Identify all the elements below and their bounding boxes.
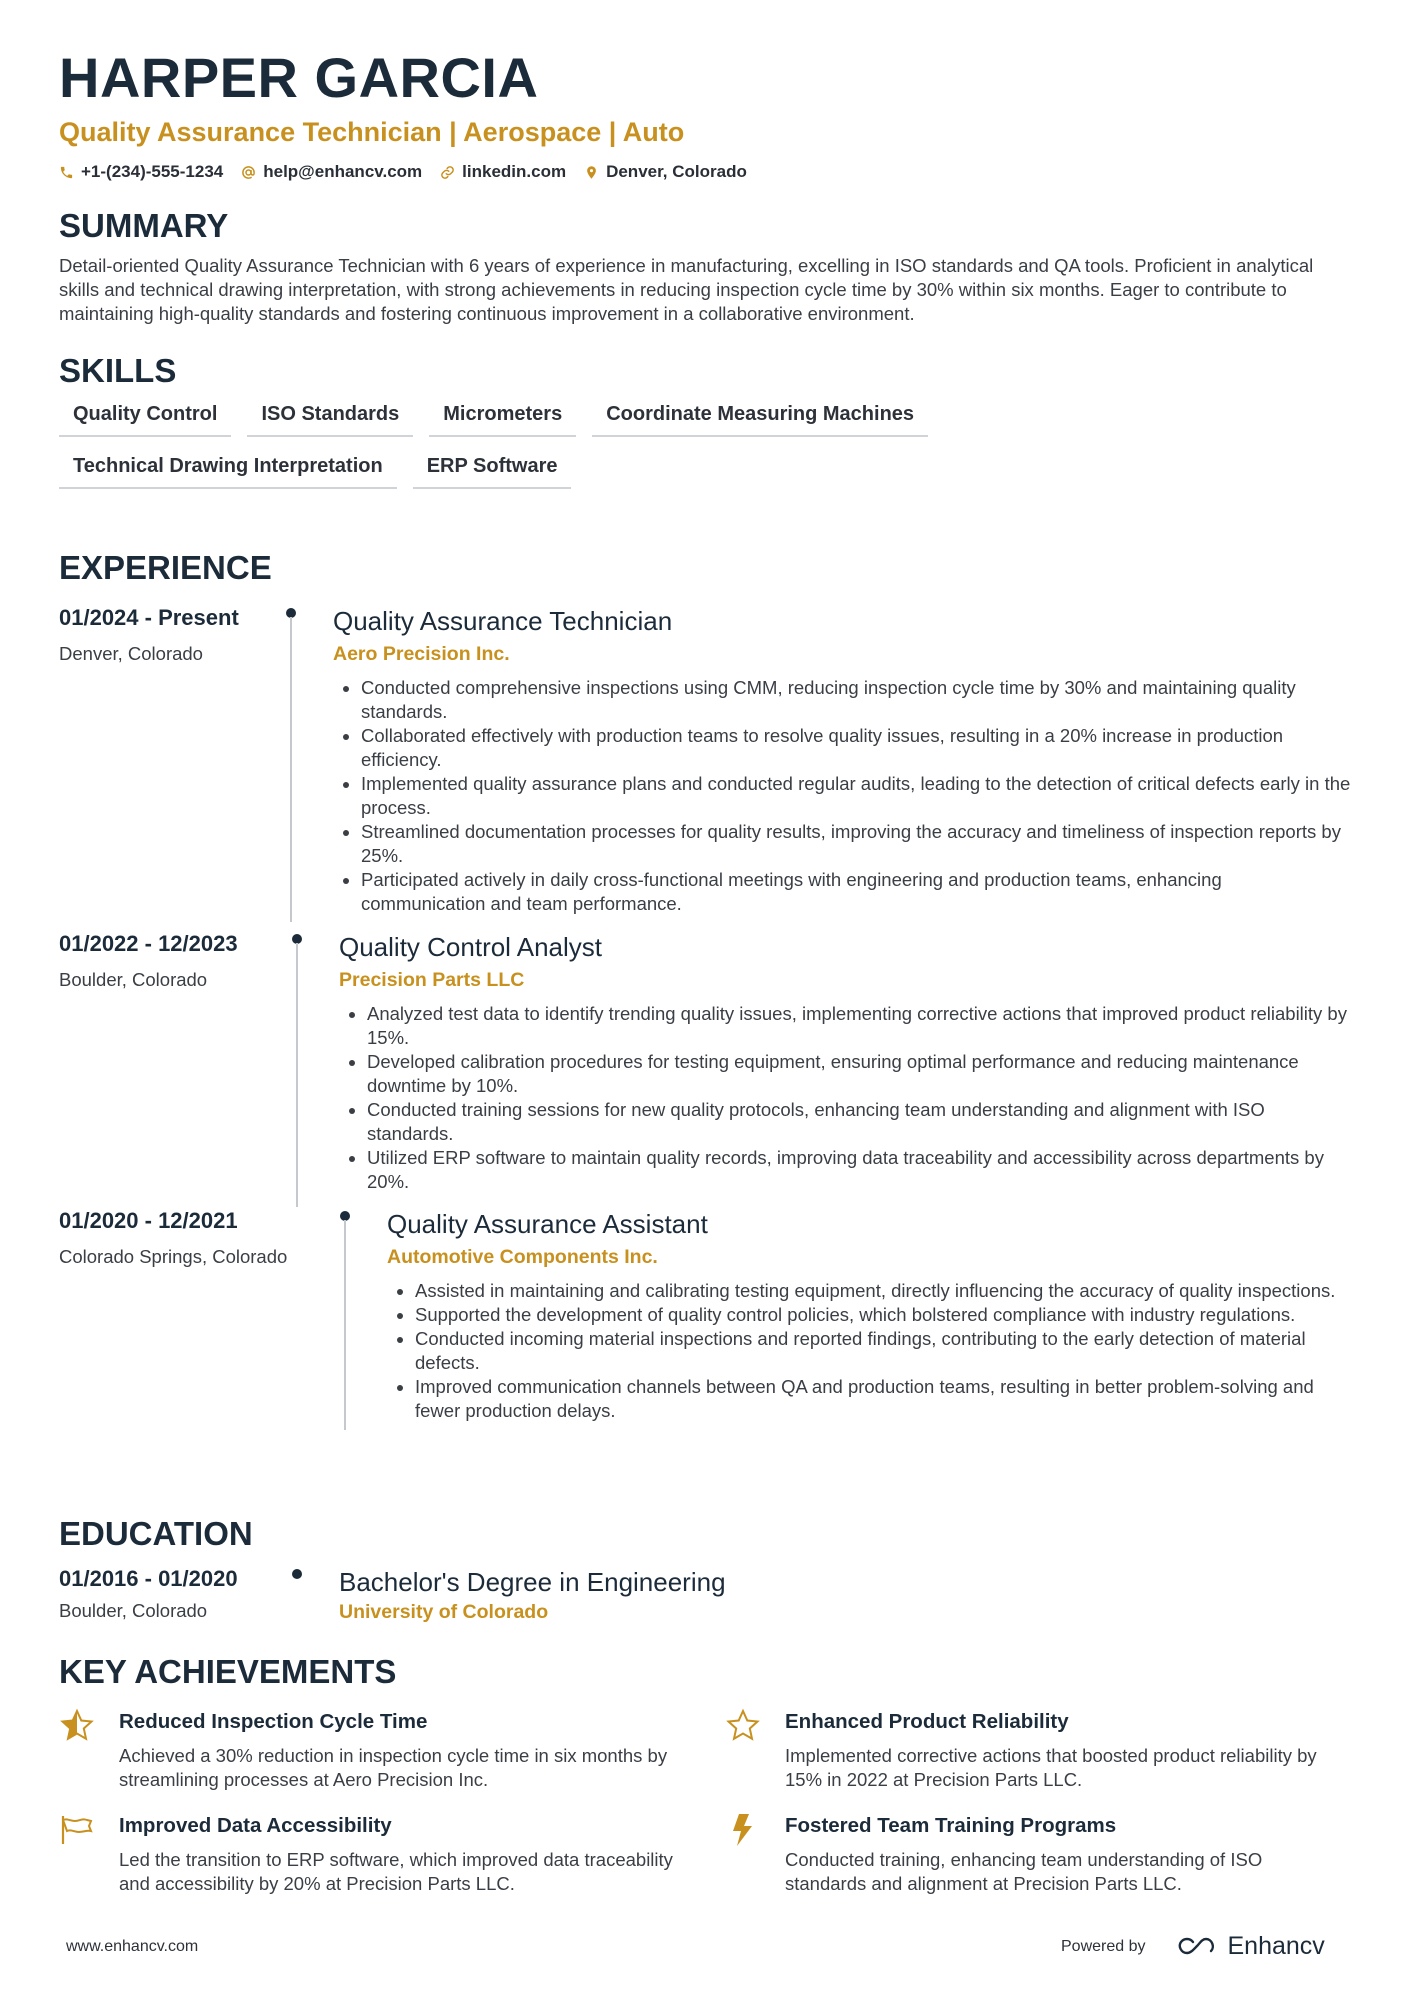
job-bullet: • Implemented quality assurance plans and conducted regular audits, leading to the detection of critical defects early in the process.	[361, 772, 1351, 820]
brand-name: Enhancv	[1227, 1932, 1325, 1960]
job-body	[339, 931, 1351, 1194]
lightning-icon	[725, 1812, 761, 1848]
skill-tag: Quality Control	[59, 399, 231, 437]
job-location: Colorado Springs, Colorado	[59, 1246, 288, 1267]
skill-row	[59, 399, 1351, 437]
education-section	[59, 1514, 1351, 1623]
skill-tag: ERP Software	[413, 451, 572, 489]
job-company: Automotive Components Inc.	[387, 1246, 658, 1268]
job-bullet: • Analyzed test data to identify trending quality issues, implementing corrective actions that improved product reliability by 15%.	[367, 1002, 1351, 1050]
job-body	[387, 1208, 1351, 1423]
achievement-title: Enhanced Product Reliability	[785, 1710, 1069, 1733]
job-bullet: • Streamlined documentation processes for quality results, improving the accuracy and timeliness of inspection reports by 25%.	[361, 820, 1351, 868]
skill-row	[59, 451, 1351, 489]
achievement-desc: Conducted training, enhancing team understanding of ISO standards and alignment at Precision Parts LLC.	[785, 1849, 1263, 1894]
at-icon	[241, 165, 256, 180]
job-bullet: • Conducted comprehensive inspections using CMM, reducing inspection cycle time by 30% and maintaining quality standards.	[361, 676, 1351, 724]
summary-section	[59, 206, 1351, 326]
experience-entry	[59, 931, 1351, 1201]
job-dates: 01/2020 - 12/2021	[59, 1208, 238, 1233]
education-degree: Bachelor's Degree in Engineering	[339, 1567, 726, 1597]
link-icon	[440, 165, 455, 180]
contact-linkedin[interactable]	[440, 162, 566, 182]
contact-email[interactable]	[241, 162, 422, 182]
skills-heading: SKILLS	[59, 352, 177, 389]
job-bullet: • Improved communication channels between QA and production teams, resulting in better problem-solving and fewer production delays.	[415, 1375, 1351, 1423]
job-role: Quality Assurance Assistant	[387, 1209, 708, 1239]
education-entry	[59, 1566, 1351, 1636]
job-bullets	[333, 676, 1351, 916]
job-bullet: • Developed calibration procedures for testing equipment, ensuring optimal performance and reducing maintenance downtime by 10%.	[367, 1050, 1351, 1098]
job-role: Quality Control Analyst	[339, 932, 603, 962]
powered-by-label: Powered by	[1061, 1937, 1146, 1955]
job-bullet: • Assisted in maintaining and calibrating testing equipment, directly influencing the accuracy of quality inspections.	[415, 1279, 1351, 1303]
job-bullet: • Collaborated effectively with production teams to resolve quality issues, resulting in a 20% increase in production efficiency.	[361, 724, 1351, 772]
job-company: Precision Parts LLC	[339, 969, 525, 991]
experience-entry	[59, 605, 1351, 925]
experience-heading: EXPERIENCE	[59, 549, 272, 586]
resume-page	[59, 44, 1351, 1894]
job-bullet: • Utilized ERP software to maintain quality records, improving data traceability and accessibility across departments by 20%.	[367, 1146, 1351, 1194]
skill-tag: Technical Drawing Interpretation	[59, 451, 397, 489]
candidate-title: Quality Assurance Technician | Aerospace | Auto	[59, 117, 685, 147]
contact-phone[interactable]	[59, 162, 223, 182]
enhancv-logo[interactable]	[1174, 1932, 1325, 1961]
skills-section	[59, 351, 1351, 489]
achievement-title: Reduced Inspection Cycle Time	[119, 1710, 428, 1733]
achievements-heading: KEY ACHIEVEMENTS	[59, 1653, 397, 1690]
timeline-line	[296, 943, 298, 1207]
skill-tag: Coordinate Measuring Machines	[592, 399, 928, 437]
phone-text: +1-(234)-555-1234	[81, 162, 224, 181]
enhancv-logo-icon	[1174, 1935, 1220, 1959]
job-bullets	[339, 1002, 1351, 1194]
timeline-line	[290, 617, 292, 922]
achievement-desc: Achieved a 30% reduction in inspection cycle time in six months by streamlining processes at Aero Precision Inc.	[119, 1745, 668, 1790]
summary-heading: SUMMARY	[59, 207, 229, 244]
achievement-title: Improved Data Accessibility	[119, 1814, 392, 1837]
job-bullet: • Conducted incoming material inspections and reported findings, contributing to the early detection of material defects.	[415, 1327, 1351, 1375]
experience-entry	[59, 1208, 1351, 1478]
job-bullet: • Supported the development of quality control policies, which bolstered compliance with industry regulations.	[415, 1303, 1351, 1327]
achievement-desc: Implemented corrective actions that boosted product reliability by 15% in 2022 at Precision Parts LLC.	[785, 1745, 1317, 1790]
contact-bar	[59, 162, 1351, 182]
experience-section	[59, 548, 1351, 1421]
job-role: Quality Assurance Technician	[333, 606, 673, 636]
candidate-name: HARPER GARCIA	[59, 46, 539, 109]
education-heading: EDUCATION	[59, 1515, 253, 1552]
job-location: Denver, Colorado	[59, 643, 203, 664]
job-dates: 01/2024 - Present	[59, 605, 239, 630]
phone-icon	[59, 165, 74, 180]
achievements-grid	[59, 1708, 1351, 1908]
achievement-desc: Led the transition to ERP software, which improved data traceability and accessibility by 20% at Precision Parts LLC.	[119, 1849, 673, 1894]
flag-icon	[59, 1812, 95, 1848]
contact-location	[584, 162, 747, 182]
job-bullet: • Conducted training sessions for new quality protocols, enhancing team understanding and alignment with ISO standards.	[367, 1098, 1351, 1146]
job-location: Boulder, Colorado	[59, 969, 208, 990]
location-text: Denver, Colorado	[606, 162, 747, 181]
footer-branding	[1061, 1932, 1325, 1961]
skill-tag: ISO Standards	[247, 399, 413, 437]
job-bullet: • Participated actively in daily cross-functional meetings with engineering and production teams, enhancing communication and team performance.	[361, 868, 1351, 916]
star-half-icon	[59, 1708, 95, 1744]
achievements-section	[59, 1652, 1351, 1908]
timeline-dot	[292, 1569, 302, 1579]
linkedin-text: linkedin.com	[462, 162, 567, 181]
job-dates: 01/2022 - 12/2023	[59, 931, 238, 956]
job-company: Aero Precision Inc.	[333, 643, 510, 665]
job-bullets	[387, 1279, 1351, 1423]
summary-text: Detail-oriented Quality Assurance Technician with 6 years of experience in manufacturing, excelling in ISO standards and QA tools. Proficient in analytical skills and technical drawing interpretation, with strong achievements in reducing inspection cycle time by 30% within six months. Eager to contribute to maintaining high-quality standards and fostering continuous improvement in a collaborative environment.	[59, 255, 1314, 324]
education-location: Boulder, Colorado	[59, 1600, 208, 1621]
education-dates: 01/2016 - 01/2020	[59, 1566, 238, 1591]
footer-website[interactable]: www.enhancv.com	[66, 1938, 199, 1955]
education-school: University of Colorado	[339, 1601, 549, 1623]
job-body	[333, 605, 1351, 916]
achievement-title: Fostered Team Training Programs	[785, 1814, 1117, 1837]
skill-tag: Micrometers	[429, 399, 576, 437]
location-pin-icon	[584, 165, 599, 180]
education-body	[339, 1566, 1351, 1624]
email-text: help@enhancv.com	[263, 162, 423, 181]
timeline-line	[344, 1220, 346, 1430]
star-outline-icon	[725, 1708, 761, 1744]
